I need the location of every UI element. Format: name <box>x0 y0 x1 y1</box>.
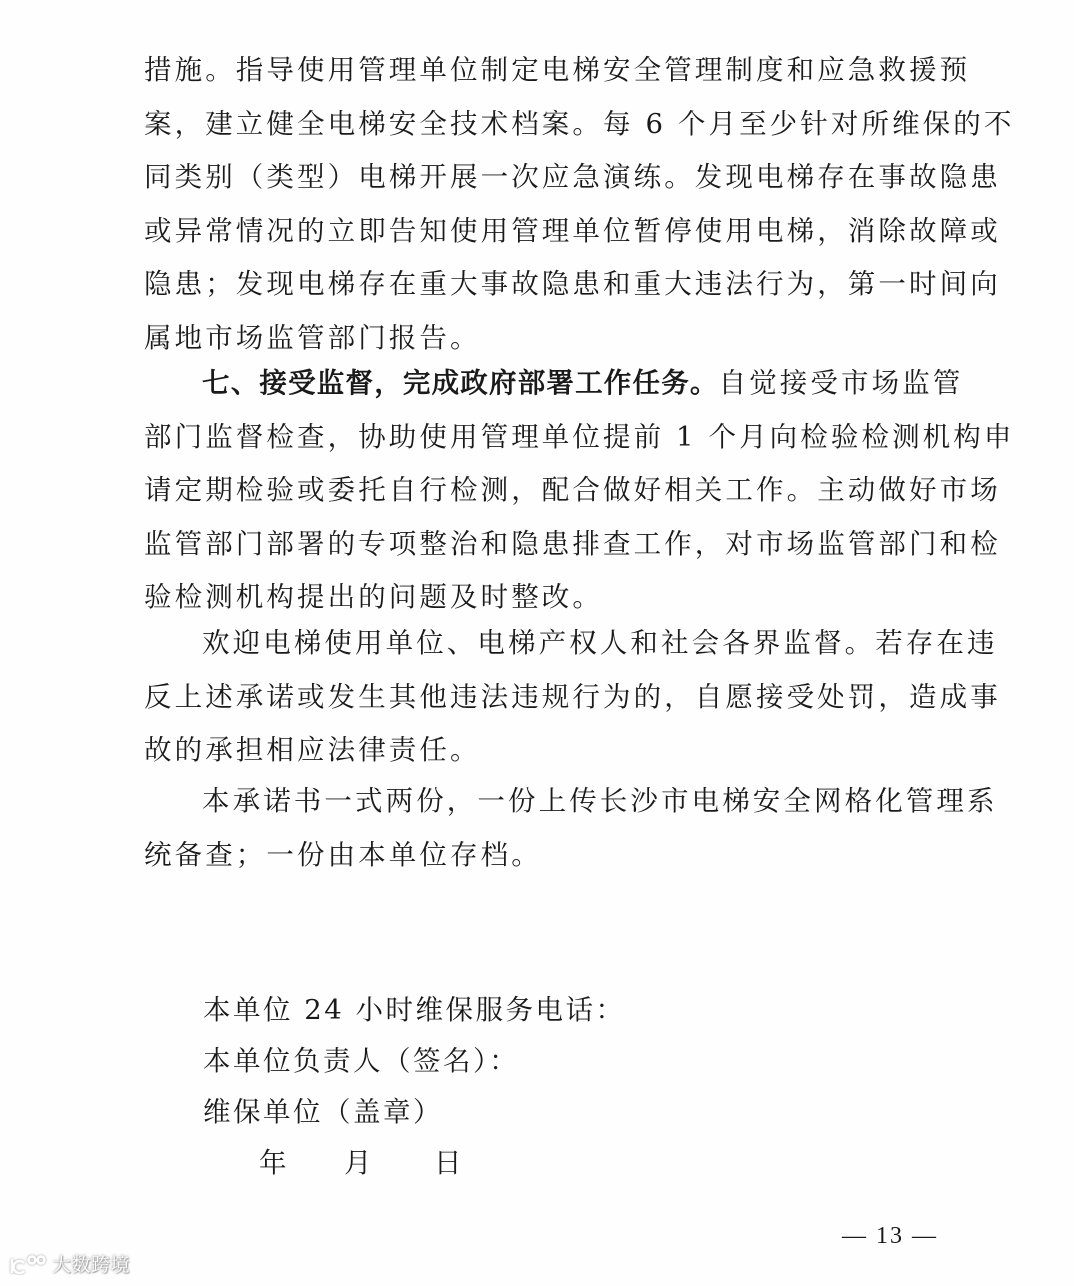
text-line: 或异常情况的立即告知使用管理单位暂停使用电梯，消除故障或 <box>144 214 1001 247</box>
hotline-label: 本单位 24 小时维保服务电话： <box>203 994 626 1026</box>
date-month-label: 月 <box>344 1147 374 1179</box>
principal-signature-label: 本单位负责人（签名）： <box>203 1045 520 1077</box>
paragraph-measures <box>144 44 1015 365</box>
text-line: 监管部门部署的专项整治和隐患排查工作，对市场监管部门和检 <box>144 527 1001 560</box>
text-line: 属地市场监管部门报告。 <box>144 321 481 354</box>
date-line <box>203 1138 625 1189</box>
paragraph-section-seven <box>144 357 1015 625</box>
text-line: 欢迎电梯使用单位、电梯产权人和社会各界监督。若存在违 <box>202 627 998 659</box>
text-line: 故的承担相应法律责任。 <box>144 734 481 766</box>
text-line: 验检测机构提出的问题及时整改。 <box>144 581 603 613</box>
text-line: 案，建立健全电梯安全技术档案。每 6 个月至少针对所维保的不 <box>144 107 1015 140</box>
date-year-label: 年 <box>259 1147 289 1179</box>
section-heading: 七、接受监督，完成政府部署工作任务。 <box>202 367 719 399</box>
text-line: 同类别（类型）电梯开展一次应急演练。发现电梯存在事故隐患 <box>144 161 1001 193</box>
text-line: 反上述承诺或发生其他违法违规行为的，自愿接受处罚，造成事 <box>144 680 1001 713</box>
paragraph-copies <box>144 775 998 882</box>
text-fragment: 自觉接受市场监管 <box>718 367 964 399</box>
brand-logo-icon <box>8 1253 48 1275</box>
paragraph-supervision <box>144 617 1001 778</box>
text-line: 请定期检验或委托自行检测，配合做好相关工作。主动做好市场 <box>144 474 1001 506</box>
text-line: 措施。指导使用管理单位制定电梯安全管理制度和应急救援预 <box>144 54 971 86</box>
page-number: — 13 — <box>842 1223 938 1249</box>
text-line: 统备查；一份由本单位存档。 <box>144 838 542 871</box>
text-line: 本承诺书一式两份，一份上传长沙市电梯安全网格化管理系 <box>202 785 998 817</box>
text-line <box>144 357 964 411</box>
watermark <box>8 1250 130 1277</box>
text-line: 隐患；发现电梯存在重大事故隐患和重大违法行为，第一时间向 <box>144 268 1001 300</box>
date-day-label: 日 <box>434 1147 464 1179</box>
signature-block <box>203 985 625 1189</box>
text-line: 部门监督检查，协助使用管理单位提前 1 个月向检验检测机构申 <box>144 420 1015 453</box>
watermark-brand-text: 大数跨境 <box>52 1254 131 1276</box>
unit-seal-label: 维保单位（盖章） <box>203 1096 443 1128</box>
